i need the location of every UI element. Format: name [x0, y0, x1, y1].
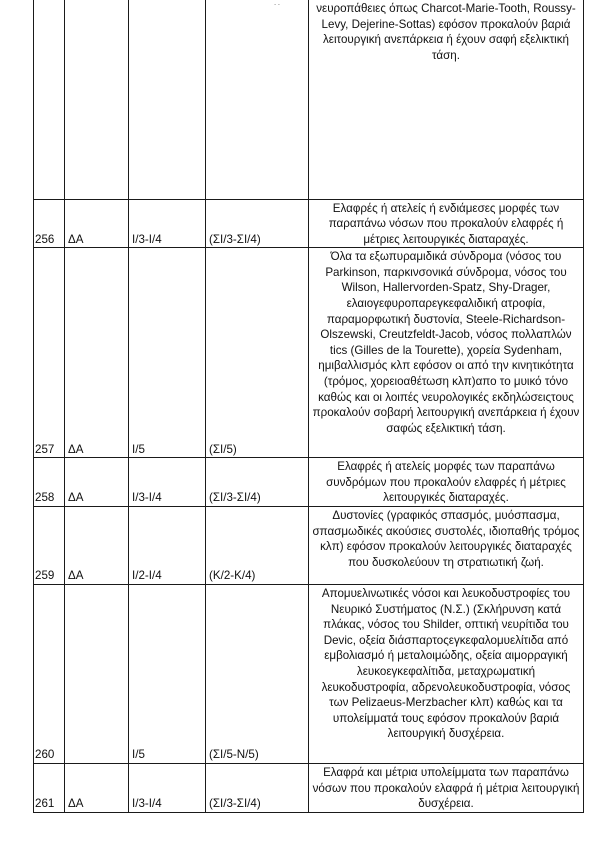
table-row	[34, 248, 584, 458]
alternate-code: (ΣΙ/3-ΣΙ/4)	[206, 199, 309, 248]
page-number-mark: - -	[274, 2, 280, 8]
fitness-code: Ι/5	[129, 585, 206, 764]
alternate-code: (ΣΙ/5-Ν/5)	[206, 585, 309, 764]
category-code: ΔΑ	[65, 764, 129, 813]
alternate-code: (ΣΙ/5)	[206, 248, 309, 458]
table-row	[34, 585, 584, 764]
category-code: ΔΑ	[65, 199, 129, 248]
fitness-code: Ι/2-Ι/4	[129, 507, 206, 585]
category-code: ΔΑ	[65, 458, 129, 507]
row-number: 260	[34, 585, 65, 764]
fitness-code	[129, 0, 206, 199]
category-code: ΔΑ	[65, 507, 129, 585]
condition-description: Ελαφρές ή ατελείς μορφές των παραπάνω συνδρόμων που προκαλούν ελαφρές ή μέτριες λειτουργικές διαταραχές.	[309, 458, 584, 507]
category-code: ΔΑ	[65, 248, 129, 458]
table-row	[34, 0, 584, 199]
fitness-code: Ι/3-Ι/4	[129, 764, 206, 813]
table-row	[34, 507, 584, 585]
fitness-code: Ι/5	[129, 248, 206, 458]
classification-table	[33, 0, 584, 813]
fitness-code: Ι/3-Ι/4	[129, 199, 206, 248]
category-code	[65, 585, 129, 764]
row-number: 258	[34, 458, 65, 507]
row-number: 257	[34, 248, 65, 458]
condition-description: Απομυελινωτικές νόσοι και λευκοδυστροφίες του Νευρικό Συστήματος (Ν.Σ.) (Σκλήρυνση κατά πλάκας, νόσος του Shilder, οπτική νευρίτιδα του Devic, οξεία διάσπαρτοςεγκεφαλομυελίτιδα από εμβολιασμό ή μεταλοιμώδης, οξεία αιμορραγική λευκοεγκεφαλίτιδα, μεταχρωματική λευκοδυστροφία, αδρενολευκοδυστροφία, νόσος των Pelizaeus-Merzbacher κλπ) καθώς και τα υπολείμματά τους εφόσον προκαλούν βαριά λειτουργική δυσχέρεια.	[309, 585, 584, 764]
alternate-code	[206, 0, 309, 199]
table-row	[34, 764, 584, 813]
alternate-code: (Κ/2-Κ/4)	[206, 507, 309, 585]
condition-description: Δυστονίες (γραφικός σπασμός, μυόσπασμα, σπασμωδικές ακούσιες συστολές, ιδιοπαθής τρόμος κλπ) εφόσον προκαλούν λειτουργικές διαταραχές που δυσκολεύουν τη στρατιωτική ζωή.	[309, 507, 584, 585]
fitness-code: Ι/3-Ι/4	[129, 458, 206, 507]
table-row	[34, 458, 584, 507]
row-number: 261	[34, 764, 65, 813]
table-row	[34, 199, 584, 248]
condition-description: Ελαφρές ή ατελείς ή ενδιάμεσες μορφές των παραπάνω νόσων που προκαλούν ελαφρές ή μέτριες λειτουργικές διαταραχές.	[309, 199, 584, 248]
row-number: 259	[34, 507, 65, 585]
condition-description: νευροπάθειες όπως Charcot-Marie-Tooth, Roussy-Levy, Dejerine-Sottas) εφόσον προκαλούν βαριά λειτουργική ανεπάρκεια ή έχουν σαφή εξελικτική τάση.	[309, 0, 584, 199]
condition-description: Όλα τα εξωπυραμιδικά σύνδρομα (νόσος του Parkinson, παρκινσονικά σύνδρομα, νόσος του Wilson, Hallervorden-Spatz, Shy-Drager, ελαιογεφυροπαρεγκεφαλιδική ατροφία, παραμορφωτική δυστονία, Steele-Richardson-Olszewski, Creutzfeldt-Jacob, νόσος πολλαπλών tics (Gilles de la Tourette), χορεία Sydenham, ημιβαλλισμός κλπ εφόσον οι από την κινητικότητα (τρόμος, χορειοαθέτωση κλπ)απο το μυικό τόνο καθώς και οι λοιπές νευρολογικές εκδηλώσειςτους προκαλούν σοβαρή λειτουργική ανεπάρκεια ή έχουν σαφώς εξελικτική τάση.	[309, 248, 584, 458]
condition-description: Ελαφρά και μέτρια υπολείμματα των παραπάνω νόσων που προκαλούν ελαφρά ή μέτρια λειτουργική δυσχέρεια.	[309, 764, 584, 813]
alternate-code: (ΣΙ/3-ΣΙ/4)	[206, 458, 309, 507]
alternate-code: (ΣΙ/3-ΣΙ/4)	[206, 764, 309, 813]
category-code	[65, 0, 129, 199]
row-number: 256	[34, 199, 65, 248]
row-number	[34, 0, 65, 199]
